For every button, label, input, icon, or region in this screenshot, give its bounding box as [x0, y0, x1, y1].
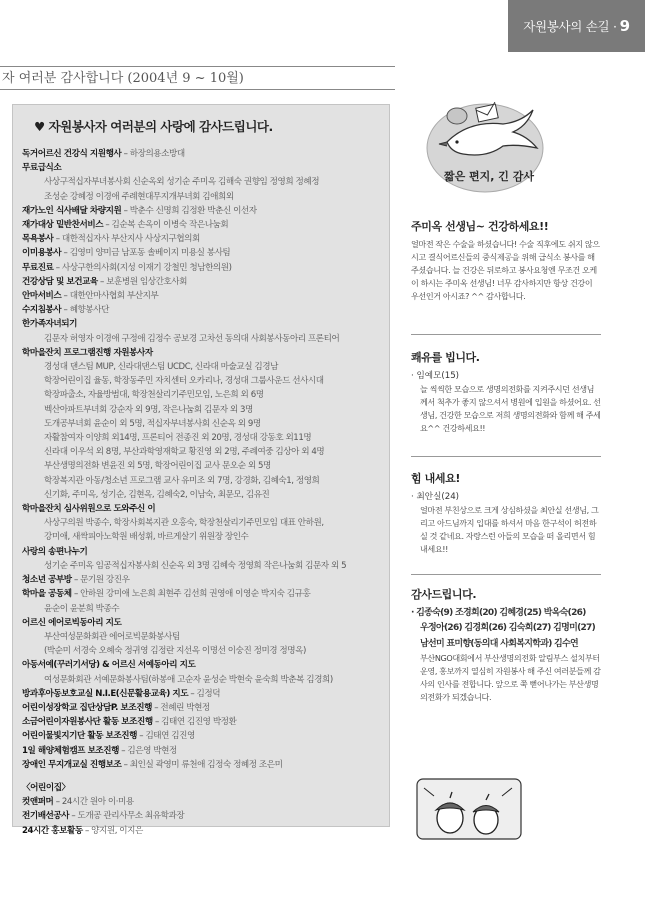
section-desc: 김태연 김진영 [145, 731, 195, 742]
section-title: 이미용봉사 [22, 248, 62, 259]
volunteer-section-list [22, 147, 385, 772]
volunteer-section: 이미용봉사 – 김영미 양미금 남포동 솔베이지 미용실 봉사팀 [22, 248, 231, 259]
volunteer-section [22, 317, 385, 345]
section-desc: 혜향봉사단 [69, 305, 109, 316]
section-title: 학마을잔치 심사위원으로 도와주신 이 [22, 504, 156, 515]
volunteer-section: 건강상담 및 보건교육 – 보훈병원 임상간호사회 [22, 276, 187, 287]
volunteer-section: 목욕봉사 – 대한적십자사 부산지사 사상지구협의회 [22, 234, 200, 245]
section-title: 어린이성장학교 집단상담P. 보조진행 [22, 702, 152, 713]
divider-2 [411, 456, 601, 457]
section-desc: 김태연 김진영 박정환 [161, 717, 237, 728]
volunteer-section: 어린이물빛지기단 활동 보조진행 – 김태연 김진영 [22, 731, 195, 742]
section-line: 신기화, 주미옥, 성기순, 김현옥, 김혜숙2, 이남숙, 최문모, 김유진 [44, 489, 270, 500]
volunteer-section: 청소년 공부방 – 문기원 강진우 [22, 575, 130, 586]
section-line: 벡산아파트부녀회 강순자 외 9명, 작은나눔회 김문자 외 3명 [44, 404, 253, 415]
volunteer-section: 재가대상 밑반찬서비스 – 김순복 손옥이 이병숙 작은나눔회 [22, 220, 229, 231]
volunteer-section: 재가노인 식사배달 차량지원 – 박춘수 신명희 김정환 박춘신 이선자 [22, 205, 257, 216]
section-line: 여성문화회관 서예문화봉사팀(하봉애 고순자 윤성순 박현숙 윤숙희 박춘복 김경희) [44, 674, 333, 685]
letter-1 [411, 218, 601, 303]
acorn-illustration [416, 778, 522, 840]
section-line: 사상구의원 박종수, 학장사회복지관 오홍숙, 학장천살리기주민모임 대표 안하원, [44, 518, 324, 529]
volunteer-section [22, 616, 385, 659]
section-line: 학장파출소, 자율방범대, 학장천살리기주민모임, 노은희 외 6명 [44, 390, 264, 401]
volunteer-section [22, 502, 385, 545]
institution-item: 전기배선공사 – 도개공 관리사무소 최유학과장 [22, 811, 185, 822]
section-line: (박순미 서경숙 오혜숙 정귀영 김정란 지선옥 이명선 이숭진 정미경 정명옥) [44, 646, 306, 657]
letter-4-names-3: 남선미 표미향(동의대 사회복지학과) 김수연 [420, 638, 579, 649]
institution-title: 24시간 홍보활동 [22, 825, 83, 836]
section-title: 한가족자녀되기 [22, 319, 77, 330]
institution-desc: 양지원, 이지은 [91, 825, 143, 836]
section-title: 독거어르신 건강식 지원행사 [22, 149, 122, 159]
dove-caption: 짧은 편지, 긴 감사 [443, 170, 535, 183]
section-title: 목욕봉사 [22, 234, 54, 245]
section-desc: 안하원 강미애 노은희 최현주 김선희 권영애 이영순 박지숙 김규홍 [80, 589, 311, 600]
section-desc: 최인실 곽영미 류천애 김정숙 정혜정 조은미 [129, 759, 283, 770]
volunteer-section: 독거어르신 건강식 지원행사 – 하장의용소방대 [22, 149, 185, 159]
letter-4 [411, 586, 601, 704]
section-title: 재가대상 밑반찬서비스 [22, 220, 104, 231]
section-desc: 김순복 손옥이 이병숙 작은나눔회 [111, 220, 229, 231]
volunteer-section [22, 161, 385, 204]
volunteer-section [22, 545, 385, 573]
section-line: 성기순 주미옥 임공적십자봉사회 신순옥 외 3명 김혜숙 정영희 작은나눔회 김문자 외 5 [44, 560, 347, 571]
section-title: 장애인 무지개교실 진행보조 [22, 759, 122, 770]
letter-2 [411, 349, 601, 435]
institution-item: 컷앤퍼머 – 24시간 원아 이·미용 [22, 797, 134, 808]
section-desc: 대한적십자사 부산지사 사상지구협의회 [61, 234, 200, 245]
letter-3-name: · 최안실(24) [411, 492, 460, 502]
institution-title: 컷앤퍼머 [22, 797, 54, 808]
letter-1-title: 주미옥 선생님~ 건강하세요!! [411, 220, 549, 233]
section-title: 학마을잔치 프로그램진행 자원봉사자 [22, 347, 153, 358]
section-desc: 전혜린 박현정 [160, 702, 210, 713]
institution-item: 24시간 홍보활동 – 양지원, 이지은 [22, 825, 143, 836]
institution-title: 전기배선공사 [22, 811, 70, 822]
section-desc: 김은영 박현정 [127, 745, 177, 756]
section-title: 무료급식소 [22, 163, 62, 174]
page-header-tab [508, 0, 645, 52]
section-title: 아동서예(꾸러기서당) & 어르신 서예동아리 지도 [22, 660, 196, 671]
header-label: 자원봉사의 손길 · [523, 19, 617, 34]
section-title: 사랑의 송편나누기 [22, 546, 88, 557]
section-line: 자활참여자 이양희 외14명, 프론티어 전종진 외 20명, 경성대 강동호 외11명 [44, 433, 312, 444]
letter-1-text: 얼마전 작은 수술을 하셨습니다! 수술 직후에도 쉬지 않으시고 결식어르신들의 중식제공을 위해 급식소 봉사를 해주셨습니다. 늘 건강은 뒤로하고 봉사요청엔 무조건 오케이 하시는 주미옥 선생님! 너무 감사하지만 항상 건강이 우선인거 아시죠? ^^ 감사합니다. [411, 239, 600, 301]
section-desc: 김영미 양미금 남포동 솔베이지 미용실 봉사팀 [69, 248, 231, 259]
letter-2-text: 늘 씩씩한 모습으로 생명의전화를 지켜주시던 선생님께서 척추가 좋지 않으셔서 병원에 입원을 하셨어요. 선생님, 건강한 모습으로 저희 생명의전화와 함께 해 주세요^^ 건강하세요!! [420, 384, 601, 433]
section-title: 학마을 공동체 [22, 589, 72, 600]
institution-desc: 24시간 원아 이·미용 [61, 797, 134, 808]
section-title: 재가노인 식사배달 차량지원 [22, 205, 122, 216]
letter-2-title: 쾌유를 빕니다. [411, 351, 480, 364]
letter-3-title: 힘 내세요! [411, 472, 460, 485]
section-title: 소금어린이자원봉사단 활동 보조진행 [22, 717, 153, 728]
section-line: 도개공부녀회 윤순이 외 5명, 적십자부녀봉사회 신순옥 외 9명 [44, 418, 261, 429]
divider-3 [411, 574, 601, 575]
letter-4-title: 감사드립니다. [411, 588, 477, 601]
section-line: 조성순 강혜정 이경애 주례현대무지개부녀회 김애희외 [44, 191, 234, 202]
institutions-header: 〈어린이집〉 [22, 782, 70, 793]
divider-1 [411, 334, 601, 335]
section-line: 강미애, 새싹피아노학원 배성휘, 바르게살기 위원장 장인수 [44, 532, 249, 543]
section-title: 수지침봉사 [22, 305, 62, 316]
section-desc: 보훈병원 임상간호사회 [106, 276, 187, 287]
section-title: 1일 해양체험캠프 보조진행 [22, 745, 119, 756]
volunteer-section: 장애인 무지개교실 진행보조 – 최인실 곽영미 류천애 김정숙 정혜정 조은미 [22, 759, 283, 770]
letter-4-text: 부산NGO대회에서 부산생명의전화 알림부스 설치부터 운영, 홍보까지 열심히 자원봉사 해 주신 여러분들께 감사의 인사를 전합니다. 앞으로 쭉 뻗어나가는 부산생명의전화가 되겠습니다. [420, 653, 601, 703]
institution-desc: 도개공 관리사무소 최유학과장 [77, 811, 185, 822]
section-line: 학장어린이집 율동, 학장동주민 자치센터 오카리나, 경성대 그룹사운드 선사시대 [44, 376, 324, 387]
page-number: 9 [619, 17, 630, 35]
top-title-bar: 자 여러분 감사합니다 (2004년 9 ~ 10월) [0, 66, 395, 90]
letter-2-name: · 임예모(15) [411, 371, 460, 381]
volunteer-section: 소금어린이자원봉사단 활동 보조진행 – 김태연 김진영 박정환 [22, 717, 237, 728]
section-line: 부산생명의전화 변윤진 외 5명, 학장어린이집 교사 문오순 외 5명 [44, 461, 271, 472]
letter-4-names-1: · 김종숙(9) 조경희(20) 김혜경(25) 박옥숙(26) [411, 608, 586, 618]
section-desc: 사상구한의사회(지성 이재기 강철민 청남한의원) [61, 262, 232, 273]
volunteer-section [22, 346, 385, 502]
section-line: 윤순이 윤분희 박종수 [44, 603, 120, 614]
section-line: 부산여성문화회관 에어로빅문화봉사팀 [44, 631, 180, 642]
section-line: 김문자 허영자 이경애 구정애 김정수 공보경 고차선 동의대 사회봉사동아리 프론티어 [44, 333, 340, 344]
volunteer-section: 무료진료 – 사상구한의사회(지성 이재기 강철민 청남한의원) [22, 262, 232, 273]
section-line: 경성대 댄스팀 MUP, 신라대댄스팀 UCDC, 신라대 마술교실 김경남 [44, 362, 278, 373]
section-desc: 문기원 강진우 [80, 575, 130, 586]
thanks-box [12, 104, 390, 836]
section-title: 안마서비스 [22, 291, 62, 302]
section-desc: 하장의용소방대 [129, 149, 185, 159]
volunteer-section: 어린이성장학교 집단상담P. 보조진행 – 전혜린 박현정 [22, 702, 210, 713]
volunteer-section: 수지침봉사 – 혜향봉사단 [22, 305, 109, 316]
volunteer-section: 안마서비스 – 대한안마사협회 부산지부 [22, 291, 159, 302]
section-line: 사상구적십자부녀봉사회 신순옥외 성기순 주미옥 김해숙 권향임 정영희 정혜정 [44, 177, 320, 188]
section-title: 어르신 에어로빅동아리 지도 [22, 617, 122, 628]
letter-4-names-2: 우정아(26) 김경희(26) 김숙희(27) 김명미(27) [420, 623, 596, 634]
main-heading: ♥ 자원봉사자 여러분의 사랑에 감사드립니다. [34, 119, 273, 134]
section-desc: 박춘수 신명희 김정환 박춘신 이선자 [129, 205, 257, 216]
section-title: 무료진료 [22, 262, 54, 273]
section-title: 건강상담 및 보건교육 [22, 276, 98, 287]
institution-list [22, 795, 385, 838]
letter-3-text: 얼마전 부친상으로 크게 상심하셨을 최안실 선생님, 그리고 아드님까지 입대를 하셔서 마음 한구석이 허전하실 것 같네요. 자랑스런 아들의 모습을 떠 올리면서 힘 내세요!! [420, 505, 599, 554]
section-desc: 김정덕 [196, 688, 221, 699]
volunteer-section: 1일 해양체험캠프 보조진행 – 김은영 박현정 [22, 745, 177, 756]
letter-3 [411, 470, 601, 556]
section-desc: 대한안마사협회 부산지부 [69, 291, 159, 302]
section-title: 어린이물빛지기단 활동 보조진행 [22, 731, 138, 742]
section-title: 방과후아동보호교실 N.I.E(신문활용교육) 지도 [22, 688, 189, 699]
section-title: 청소년 공부방 [22, 575, 72, 586]
volunteer-section: 방과후아동보호교실 N.I.E(신문활용교육) 지도 – 김정덕 [22, 688, 221, 699]
section-line: 학장복지관 아동/청소년 프로그램 교사 유미조 외 7명, 강경화, 김혜숙1, 정영희 [44, 475, 320, 486]
volunteer-section [22, 658, 385, 686]
volunteer-section: 학마을 공동체 – 안하원 강미애 노은희 최현주 김선희 권영애 이영순 박지숙 김규홍 윤순이 윤분희 박종수 [22, 587, 385, 615]
dove-illustration [417, 88, 555, 196]
section-line: 신라대 이우석 외 8명, 부산과학영재학교 황진영 외 2명, 주례여중 김상아 외 4명 [44, 447, 325, 458]
sun-icon [447, 108, 467, 124]
